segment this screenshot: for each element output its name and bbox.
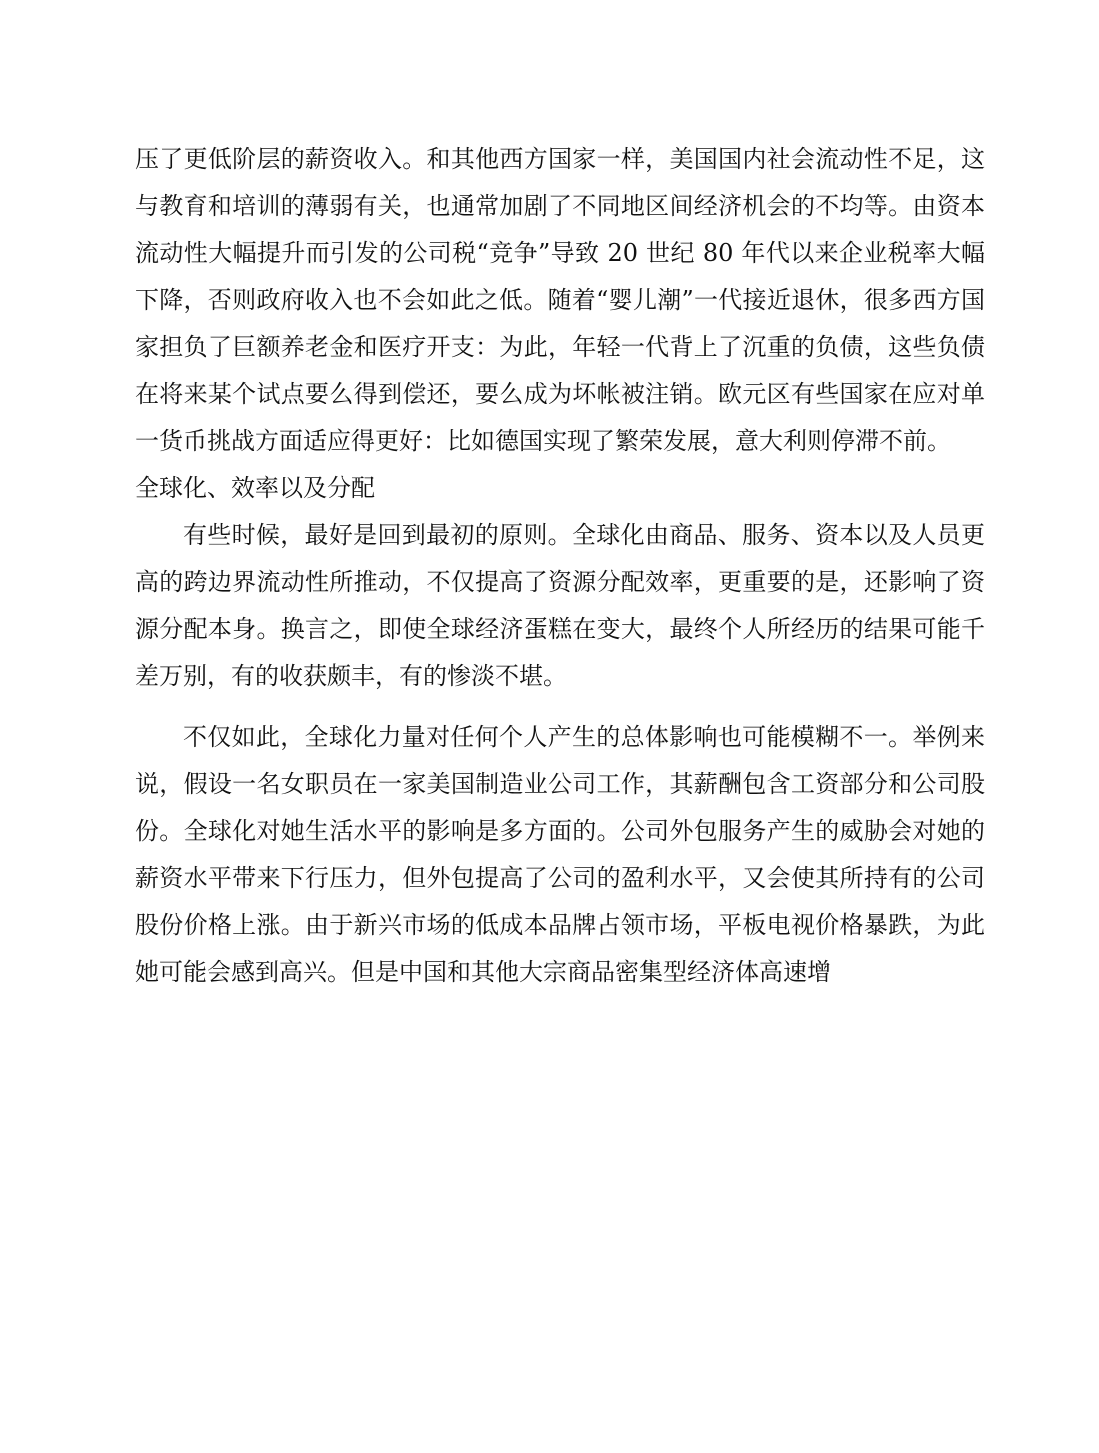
document-body: [135, 136, 985, 996]
paragraph-gap: [135, 700, 985, 714]
paragraph-first-principles: 有些时候，最好是回到最初的原则。全球化由商品、服务、资本以及人员更高的跨边界流动性所推动，不仅提高了资源分配效率，更重要的是，还影响了资源分配本身。换言之，即使全球经济蛋糕在变大，最终个人所经历的结果可能千差万别，有的收获颇丰，有的惨淡不堪。: [135, 521, 985, 690]
section-heading: 全球化、效率以及分配: [135, 474, 375, 502]
paragraph-example: 不仅如此，全球化力量对任何个人产生的总体影响也可能模糊不一。举例来说，假设一名女职员在一家美国制造业公司工作，其薪酬包含工资部分和公司股份。全球化对她生活水平的影响是多方面的。公司外包服务产生的威胁会对她的薪资水平带来下行压力，但外包提高了公司的盈利水平，又会使其所持有的公司股份价格上涨。由于新兴市场的低成本品牌占领市场，平板电视价格暴跌，为此她可能会感到高兴。但是中国和其他大宗商品密集型经济体高速增: [135, 723, 985, 986]
continuation-paragraph: 压了更低阶层的薪资收入。和其他西方国家一样，美国国内社会流动性不足，这与教育和培训的薄弱有关，也通常加剧了不同地区间经济机会的不均等。由资本流动性大幅提升而引发的公司税“竞争”导致 20 世纪 80 年代以来企业税率大幅下降，否则政府收入也不会如此之低。随着“婴儿潮”一代接近退休，很多西方国家担负了巨额养老金和医疗开支：为此，年轻一代背上了沉重的负债，这些负债在将来某个试点要么得到偿还，要么成为坏帐被注销。欧元区有些国家在应对单一货币挑战方面适应得更好：比如德国实现了繁荣发展，意大利则停滞不前。: [135, 145, 985, 455]
